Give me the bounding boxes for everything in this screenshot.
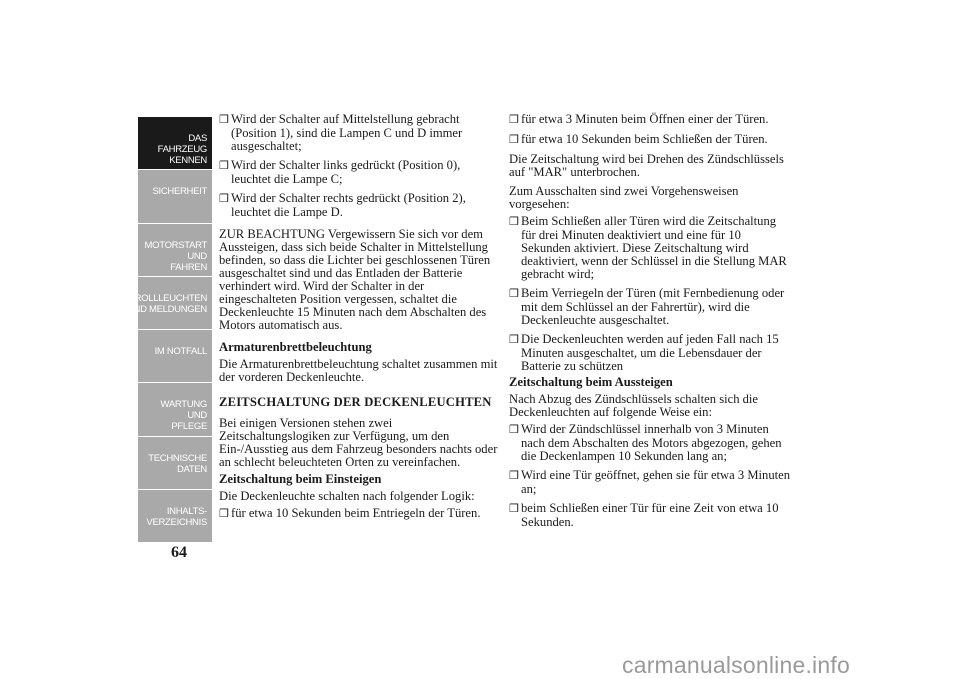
checkbox-bullet-icon: ❒	[509, 288, 519, 300]
list-item: ❒ Wird der Zündschlüssel innerhalb von 3 Minuten nach dem Abschalten des Motors abgezogen, gehen die Deckenlampen 10 Sekunden lang an;	[509, 422, 782, 463]
watermark-text: carmanualsonline.info	[622, 652, 850, 678]
paragraph: Bei einigen Versionen stehen zwei Zeitschaltungslogiken zur Verfügung, um den Ein-/Ausstieg aus dem Fahrzeug besonders nachts oder an schlecht beleuchteten Orten zu vereinfachen.	[219, 416, 498, 469]
tab-im-notfall[interactable]: IM NOTFALL	[138, 330, 212, 383]
warning-note: ZUR BEACHTUNG Vergewissern Sie sich vor dem Aussteigen, dass sich beide Schalter in Mittelstellung befinden, so dass die Lichter bei geschlossenen Türen ausgeschaltet sind und das Entladen der Batterie verhindert wird. Wird der Schalter in der eingeschalteten Position vergessen, schaltet die Deckenleuchte 15 Minuten nach dem Abschalten des Motors automatisch aus.	[219, 227, 491, 332]
list-item: ❒ Die Deckenleuchten werden auf jeden Fall nach 15 Minuten ausgeschaltet, um die Lebensdauer der Batterie zu schützen	[509, 332, 779, 373]
tab-technische-daten[interactable]: TECHNISCHE DATEN	[138, 437, 212, 490]
list-item: ❒ Wird eine Tür geöffnet, gehen sie für etwa 3 Minuten an;	[509, 468, 791, 496]
subsection-heading: Zeitschaltung beim Einsteigen	[219, 472, 382, 486]
list-item: ❒ Beim Verriegeln der Türen (mit Fernbedienung oder mit dem Schlüssel an der Fahrertür), wird die Deckenleuchte ausgeschaltet.	[509, 286, 785, 327]
checkbox-bullet-icon: ❒	[509, 470, 519, 482]
checkbox-bullet-icon: ❒	[219, 114, 229, 126]
list-item: ❒ Beim Schließen aller Türen wird die Zeitschaltung für drei Minuten deaktiviert und eine für 10 Sekunden aktiviert. Diese Zeitschaltung wird deaktiviert, wenn der Schlüssel in die Stellung MAR gebracht wird;	[509, 214, 787, 281]
checkbox-bullet-icon: ❒	[509, 334, 519, 346]
chapter-tabs	[109, 117, 212, 542]
paragraph: Die Zeitschaltung wird bei Drehen des Zündschlüssels auf "MAR" unterbrochen.	[509, 152, 784, 179]
tab-motorstart-und-fahren[interactable]: MOTORSTART UND FAHREN	[138, 224, 212, 277]
paragraph: Zum Ausschalten sind zwei Vorgehensweisen vorgesehen:	[509, 184, 739, 211]
text-column-right	[509, 113, 791, 535]
checkbox-bullet-icon: ❒	[509, 424, 519, 436]
tab-sicherheit[interactable]: SICHERHEIT	[138, 170, 212, 223]
paragraph: Die Deckenleuchte schalten nach folgender Logik:	[219, 489, 475, 503]
tab-wartung-und-pflege[interactable]: WARTUNG UND PFLEGE	[138, 383, 212, 436]
checkbox-bullet-icon: ❒	[509, 216, 519, 228]
text-column-left	[219, 113, 499, 527]
paragraph: Nach Abzug des Zündschlüssels schalten sich die Deckenleuchten auf folgende Weise ein:	[509, 392, 759, 419]
checkbox-bullet-icon: ❒	[509, 114, 519, 126]
section-heading: Armaturenbrettbeleuchtung	[219, 340, 372, 354]
list-item: ❒ Wird der Schalter rechts gedrückt (Position 2), leuchtet die Lampe D.	[219, 191, 466, 219]
list-item: ❒ Wird der Schalter auf Mittelstellung gebracht (Position 1), sind die Lampen C und D immer ausgeschaltet;	[219, 112, 463, 153]
checkbox-bullet-icon: ❒	[219, 193, 229, 205]
tab-kontrollleuchten-und-meldungen[interactable]: KONTROLLLEUCHTEN UND MELDUNGEN	[138, 277, 212, 330]
section-heading: ZEITSCHALTUNG DER DECKENLEUCHTEN	[219, 395, 492, 409]
list-item: ❒ beim Schließen einer Tür für eine Zeit von etwa 10 Sekunden.	[509, 501, 779, 529]
tab-das-fahrzeug-kennen[interactable]: DAS FAHRZEUG KENNEN	[138, 117, 212, 170]
checkbox-bullet-icon: ❒	[509, 134, 519, 146]
list-item: ❒ für etwa 10 Sekunden beim Schließen der Türen.	[509, 132, 768, 146]
list-item: ❒ Wird der Schalter links gedrückt (Position 0), leuchtet die Lampe C;	[219, 158, 461, 186]
list-item: ❒ für etwa 10 Sekunden beim Entriegeln der Türen.	[219, 506, 481, 520]
subsection-heading: Zeitschaltung beim Aussteigen	[509, 375, 673, 389]
checkbox-bullet-icon: ❒	[219, 160, 229, 172]
checkbox-bullet-icon: ❒	[219, 508, 229, 520]
list-item: ❒ für etwa 3 Minuten beim Öffnen einer der Türen.	[509, 112, 769, 126]
page-number: 64	[171, 544, 187, 561]
paragraph: Die Armaturenbrettbeleuchtung schaltet zusammen mit der vorderen Deckenleuchte.	[219, 357, 498, 384]
checkbox-bullet-icon: ❒	[509, 503, 519, 515]
tab-inhaltsverzeichnis[interactable]: INHALTS- VERZEICHNIS	[138, 490, 212, 542]
